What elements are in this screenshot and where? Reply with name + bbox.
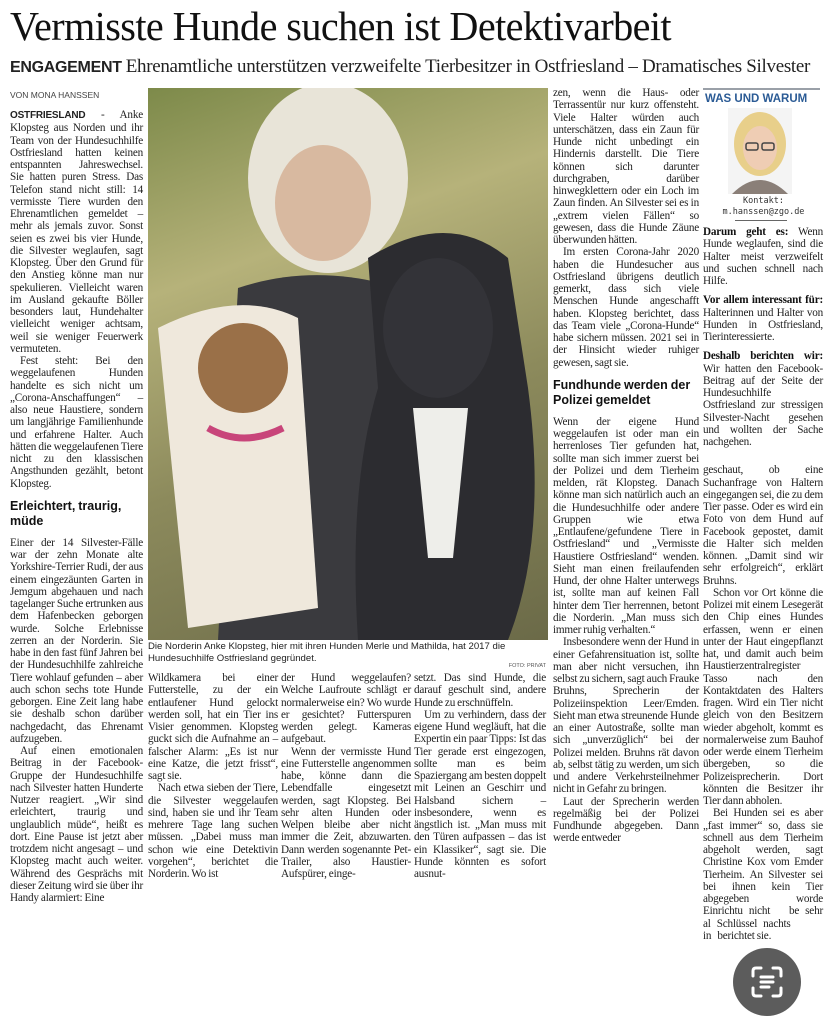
sidebar-rule: [703, 88, 820, 90]
paragraph: Im ersten Corona-Jahr 2020 haben die Hundesucher aus Ostfriesland übrigens deutlich gemerkt, dass sich viele Menschen Hunde angeschafft haben. Klopsteg berichtet, dass das Team viele „Corona-Hunde“ habe sichern müssen. 2021 sei in der Hinsicht wieder ruhiger gewesen, sagt sie.: [553, 246, 699, 369]
subheadline: [10, 56, 810, 78]
paragraph: zen, wenn die Haus- oder Terrassentür nur kurz offensteht. Viele Halter würden auch unterschätzen, dass ein Zaun für Hunde nicht unbedingt ein Hindernis darstellt. Die Tiere können sich darunter durchgraben, darüber hinwegklettern oder ein Loch im Zaun finden. An Silvester sei es in „extrem vielen Fällen“ so gewesen, dass die Hunde Zäune überwunden hätten.: [553, 87, 699, 246]
sidebar-question: Darum geht es:: [703, 226, 789, 238]
sidebar-heading: WAS UND WARUM: [705, 93, 808, 105]
contact-label: Kontakt:: [743, 196, 784, 206]
text-fragment: nachts in: [703, 917, 791, 942]
text-fragment: Schlüssel: [716, 917, 758, 930]
contact-email[interactable]: m.hanssen@zgo.de: [722, 207, 805, 217]
author-photo: [728, 108, 792, 194]
paragraph: [703, 807, 823, 942]
subheading: Erleichtert, traurig, müde: [10, 498, 122, 528]
sidebar-answer: Wir hatten den Facebook-Beitrag auf der Seite der Hundesuchhilfe Ostfriesland zur stressigen Silvester-Nacht gesehen und wollten der Sache nachgehen.: [703, 362, 823, 448]
column-5: [553, 87, 699, 845]
paragraph: Laut der Sprecherin werden regelmäßig bei der Polizei Fundhunde abgegeben. Dann werde entweder: [553, 795, 699, 845]
dateline: OSTFRIESLAND: [10, 110, 86, 121]
subheadline-text: Ehrenamtliche unterstützen verzweifelte Tierbesitzer in Ostfriesland – Dramatisches Silvester: [125, 56, 811, 77]
sidebar-question: Deshalb berichten wir:: [703, 350, 823, 363]
sidebar-item: [703, 294, 823, 343]
paragraph-text: - Anke Klopsteg aus Norden und ihr Team von der Hundesuchhilfe Ostfriesland hatten keinen entspannten Jahreswechsel. Sie hatten puren Stress. Das Telefon stand nicht still: 14 vermisste Tiere wurden den Ehrenamtlichen gemeldet – mehr als jemals zuvor. Sonst seien es zwei bis vier Hunde, die Silvester weglaufen, sagt Klopsteg. Über den Grund für den Anstieg könne man nur spekulieren. Vielleicht waren im Ausland gekaufte Böller besonders laut, Hundehalter vielleicht weniger achtsam, weil sie weniger Feuerwerk vermuteten.: [10, 109, 143, 355]
paragraph: Auf einen emotionalen Beitrag in der Facebook-Gruppe der Hundesuchhilfe nach Silvester hatten Hunderte Nutzer reagiert. „Wir sind erleichtert, traurig und unglaublich müde“, heißt es dort. Eine Pause ist jetzt aber trotzdem nicht angesagt – und Klopsteg macht auch weiter. Während des Gesprächs mit dieser Zeitung wird sie über ihr Handy alarmiert: Eine: [10, 745, 143, 904]
article-photo: [148, 88, 548, 640]
photo-woman-with-dogs: [148, 88, 548, 640]
photo-caption: Die Norderin Anke Klopsteg, hier mit ihren Hunden Merle und Mathilda, hat 2017 die Hundesuchhilfe Ostfriesland gegründet.: [148, 641, 506, 664]
kicker: ENGAGEMENT: [10, 59, 122, 76]
paragraph: Wenn der vermisste Hund eine Futterstelle angenommen habe, könne dann die Lebendfalle eingesetzt werden, sagt Klopsteg. Bei sehr alten Hunden oder Welpen bleibe aber nicht immer die Zeit, abzuwarten. Dann werden sogenannte Pet-Trailer, also Haustier-Aufspürer, einge-: [281, 745, 411, 880]
sidebar-item: [703, 350, 823, 448]
paragraph: Um zu verhindern, dass der eigene Hund wegläuft, hat die Expertin ein paar Tipps: Ist das Tier gerade erst eingezogen, sollte man es beim Spaziergang am besten doppelt mit Leinen an Geschirr und Halsband sichern – insbesondere, wenn es ängstlich ist. „Man muss mit den Türen aufpassen – das ist ein Klassiker“, sagt sie. Die Hunde könnten es sofort ausnut-: [414, 708, 546, 880]
column-3: [281, 672, 411, 880]
text-fragment: nicht be: [748, 905, 800, 918]
photo-credit: FOTO: PRIVAT: [508, 663, 546, 669]
author-contact: [705, 196, 822, 218]
paragraph: Insbesondere wenn der Hund in einer Gefahrensituation ist, sollte man aber nicht versuchen, ihn selbst zu sichern, sagt auch Frauke Bruhns, Sprecherin der Polizeiinspektion Leer/Emden. Sieht man etwa streunende Hunde an einer Autostraße, sollte man sich „unverzüglich“ bei der Polizei melden. Bruhns rät davon ab, selbst tätig zu werden, um sich und andere Verkehrsteilnehmer nicht in Gefahr zu bringen.: [553, 636, 699, 796]
sidebar-item: [703, 226, 823, 287]
headline: Vermisste Hunde suchen ist Detektivarbeit: [10, 3, 672, 49]
paragraph: der Hund weggelaufen? Welche Laufroute schlägt er normalerweise ein? Wo wurde er gesichtet? Futterspuren werden gelegt. Kameras aufgebaut.: [281, 672, 411, 746]
paragraph: Wenn der eigene Hund weggelaufen ist oder man ein herrenloses Tier gefunden hat, sollte man sich immer zuerst bei der Polizei und dem Tierheim melden, rät Klopsteg. Danach könne man sich natürlich auch an die Hundesuchhilfe oder andere Gruppen wie etwa „Entlaufene/gefundene Tiere in Ostfriesland“ und „Vermisste Haustiere Ostfriesland“ wenden. Sieht man einen freilaufenden Hund, der ohne Halter unterwegs ist, sollte man auf keinen Fall hinter dem Tier herrennen, betont die Norderin. „Man muss sich immer ruhig verhalten.“: [553, 415, 699, 636]
paragraph: Wildkamera bei einer Futterstelle, zu der ein entlaufener Hund gelockt werden soll, hat ein Tier ins Visier genommen. Klopsteg guckt sich die Aufnahme an – falscher Alarm: „Es ist nur eine Katze, die jetzt frisst“, sagt sie.: [148, 672, 278, 782]
column-4: [414, 672, 546, 880]
subheading: Fundhunde werden der Polizei gemeldet: [553, 377, 691, 407]
byline: VON MONA HANSSEN: [10, 90, 100, 100]
paragraph: geschaut, ob eine Suchanfrage von Haltern eingegangen sei, die zu dem Tier passe. Oder es wird ein Foto von dem Hund auf Facebook gepostet, damit die Halter sich melden können. „Damit sind wir sehr erfolgreich“, erklärt Bruhns.: [703, 464, 823, 587]
column-2: [148, 672, 278, 880]
paragraph: [10, 109, 143, 355]
paragraph: Fest steht: Bei den weggelaufenen Hunden handelte es sich nicht um „Corona-Anschaffungen“ – also neue Haustiere, sondern um langjährige Familienhunde und erfahrene Halter. Auch hätten die weggelaufenen Tiere nicht zu den klassischen Angsthunden gezählt, betont Klopsteg.: [10, 355, 143, 490]
text-fragment: berichtet sie.: [717, 929, 772, 942]
author-portrait: [728, 108, 792, 194]
paragraph: Einer der 14 Silvester-Fälle war der zehn Monate alte Yorkshire-Terrier Rudi, der aus einem eingezäunten Garten in Jemgum abgehauen und nach tagelanger Suche ertrunken aus dem Hafenbecken geborgen wurde. Solche Erlebnisse zerren an der Norderin. Sie habe in den fast fünf Jahren bei der Hundesuchhilfe zahlreiche Tiere wohlauf gefunden – aber auch schon sechs tote Hunde geborgen. Eine Zeit lang habe sie deshalb schon darüber nachgedacht, das Ehrenamt aufzugeben.: [10, 536, 143, 745]
contact-divider: [735, 220, 787, 221]
text-fragment: sehr al: [703, 905, 823, 930]
sidebar-answer: Wenn Hunde weglaufen, sind die Halter meist verzweifelt und suchen schnell nach Hilfe.: [703, 226, 823, 287]
sidebar-answer: Halterinnen und Halter von Hunden in Ostfriesland, Tierinteressierte.: [703, 306, 823, 343]
column-1: [10, 109, 143, 904]
column-6: [703, 464, 823, 942]
paragraph: Schon vor Ort könne die Polizei mit einem Lesegerät den Chip eines Hundes erfassen, wenn er einen unter der Haut eingepflanzt hat, und damit auch beim Haustierzentralregister Tasso nach den Kontaktdaten des Halters fragen. Wird ein Tier nicht gleich von den Besitzern wieder abgeholt, kommt es normalerweise zum Bauhof oder werde einem Tierheim übergeben, so die Polizeisprecherin. Dort könnten die Besitzer ihr Tier dann abholen.: [703, 586, 823, 807]
text-scan-button[interactable]: [733, 948, 801, 1016]
sidebar-question: Vor allem interessant für:: [703, 294, 823, 307]
paragraph: Nach etwa sieben der Tiere, die Silvester weggelaufen sind, haben sie und ihr Team mehrere Tage lang suchen müssen. „Dabei muss man schon wie eine Detektivin vorgehen“, berichtet die Norderin. Wo ist: [148, 782, 278, 880]
text-fragment: Einrichtu: [703, 905, 743, 918]
text-scan-icon: [750, 965, 784, 999]
paragraph-text: Bei Hunden sei es aber „fast immer“ so, dass sie schnell aus dem Tierheim abgeholt werden, sagt Christine Kox vom Emder Tierheim. An Silvester sei bei ihnen kein Tier abgegeben worde: [703, 807, 823, 905]
paragraph: setzt. Das sind Hunde, die darauf geschult sind, andere Hunde zu erschnüffeln.: [414, 672, 546, 709]
sidebar-text: [703, 226, 823, 448]
